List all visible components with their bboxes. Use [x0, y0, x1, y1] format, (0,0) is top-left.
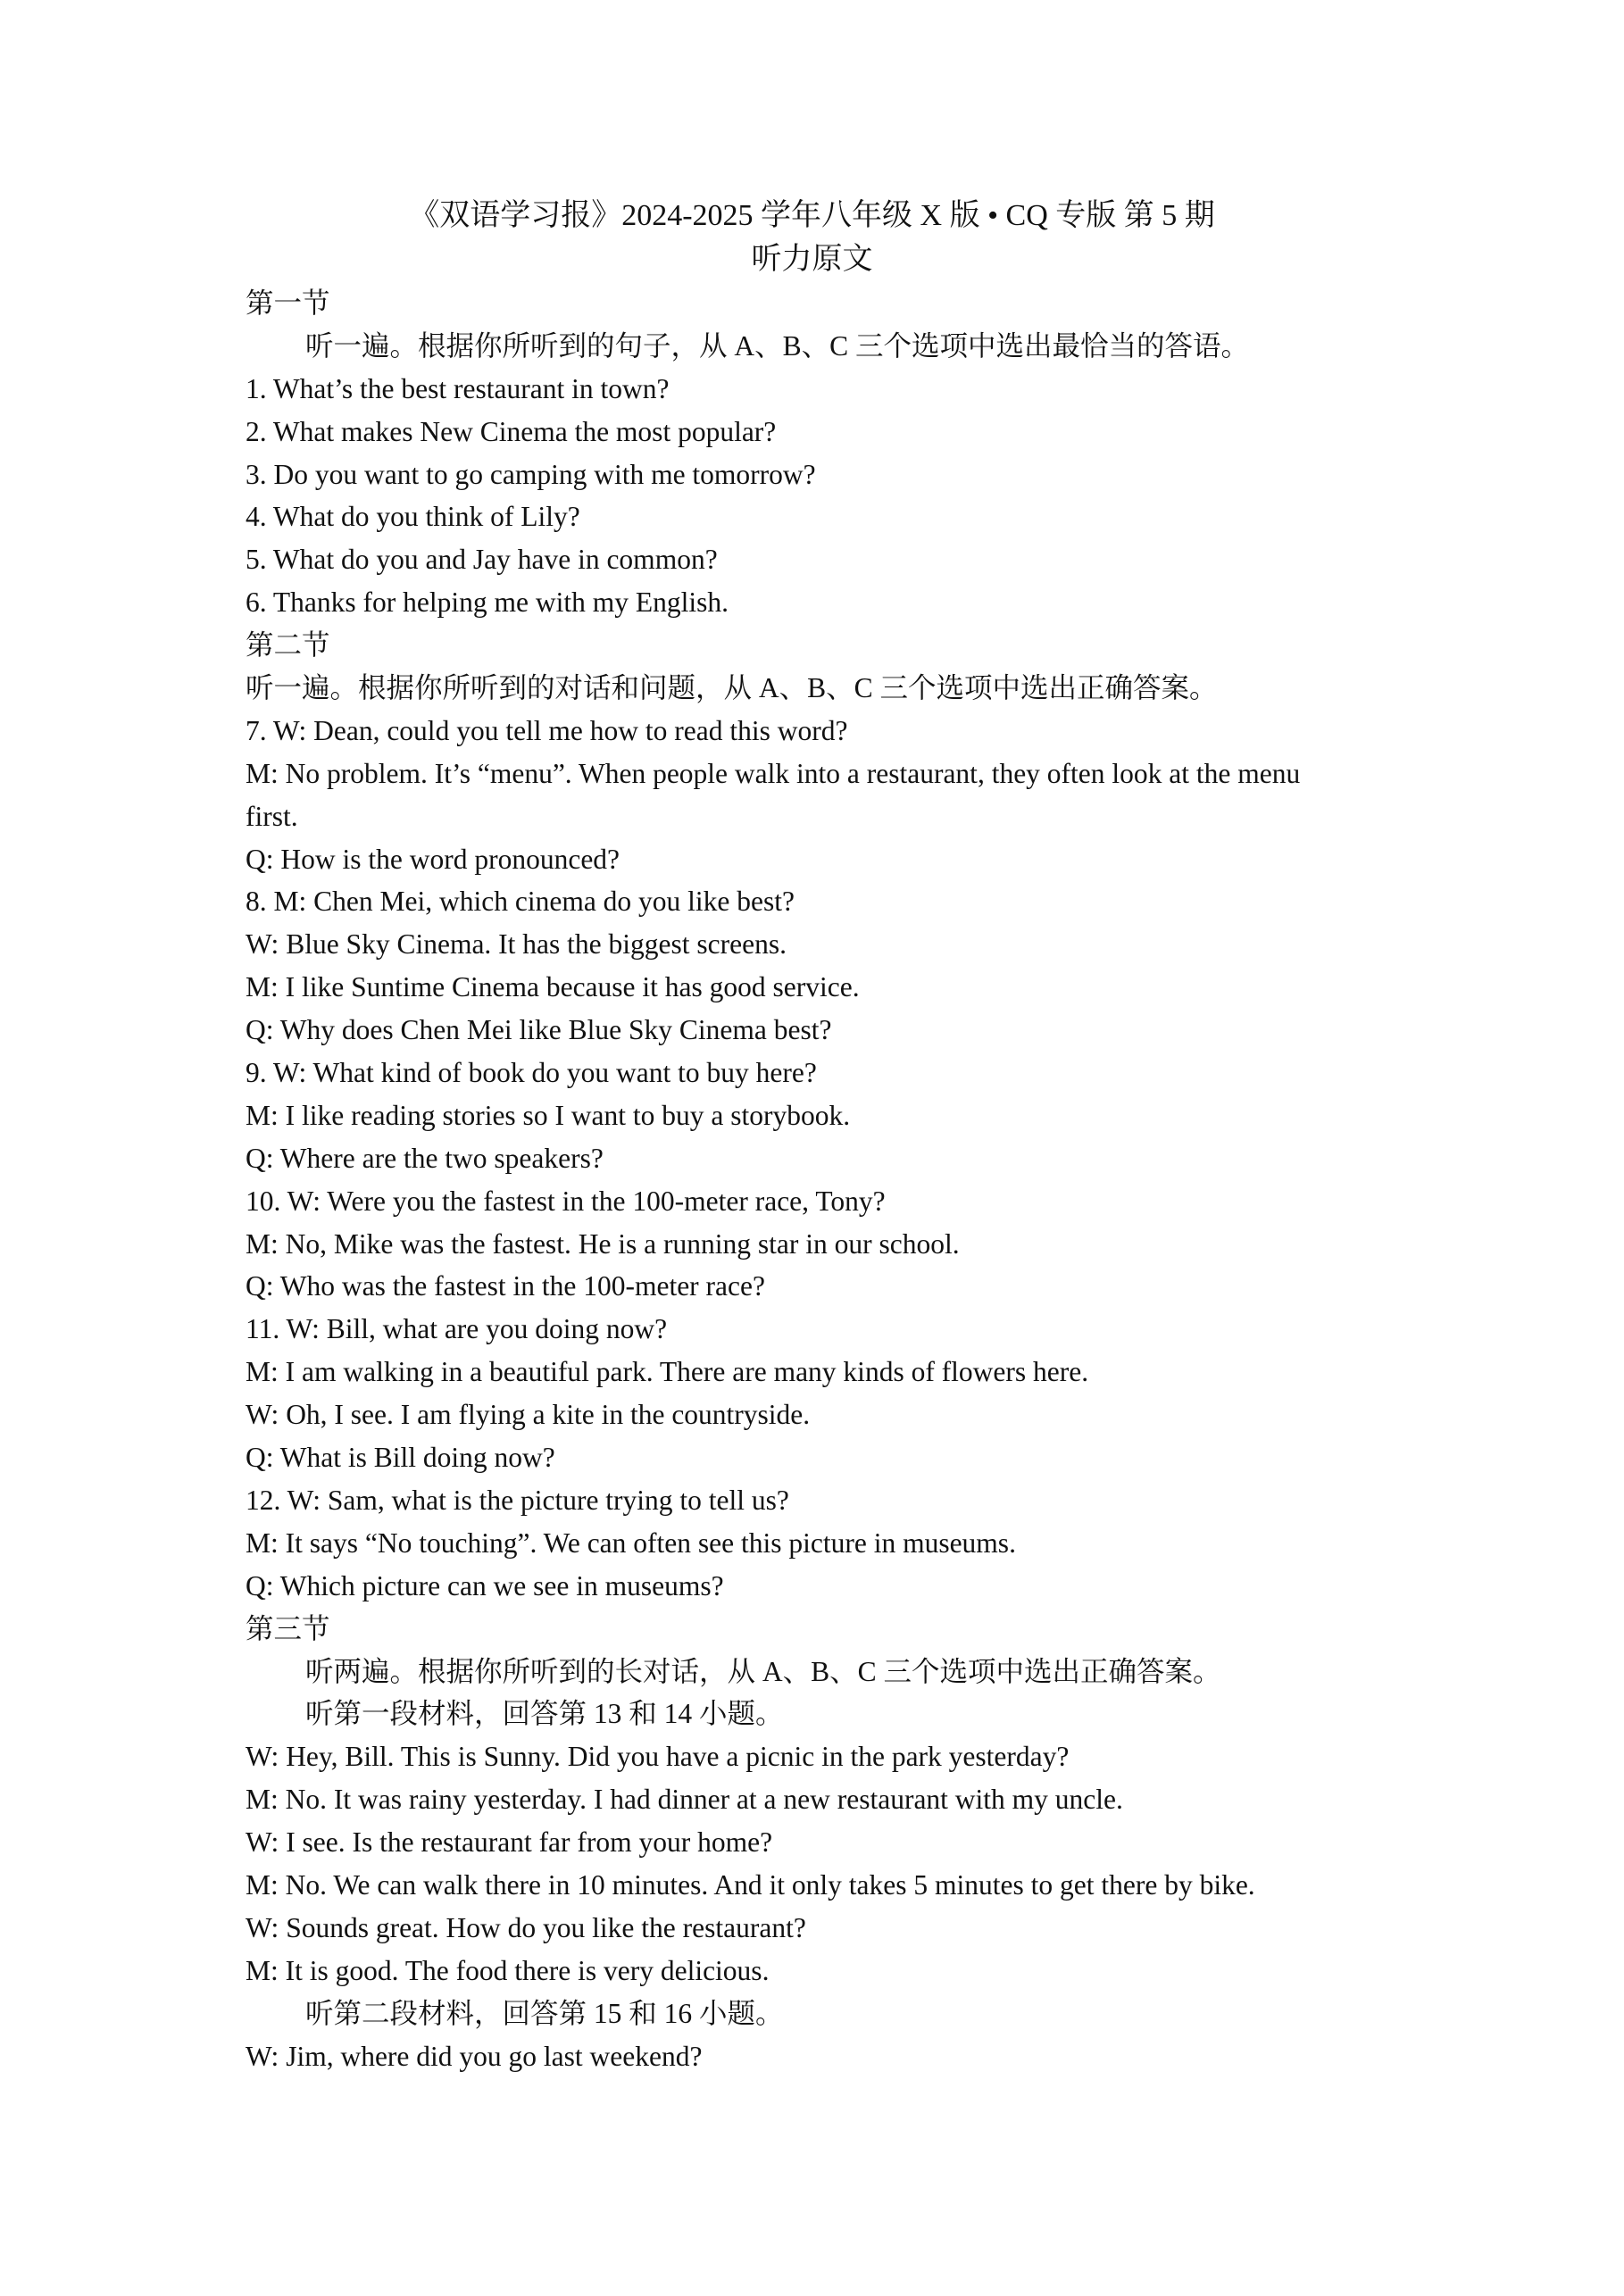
transcript-line: 3. Do you want to go camping with me tomorrow? [246, 458, 816, 490]
transcript-line: M: I am walking in a beautiful park. There are many kinds of flowers here. [246, 1356, 1089, 1388]
transcript-line: Q: Why does Chen Mei like Blue Sky Cinema best? [246, 1014, 832, 1046]
transcript-line: 听一遍。根据你所听到的句子，从 A、B、C 三个选项中选出最恰当的答语。 [305, 329, 1250, 362]
transcript-line: 2. What makes New Cinema the most popular? [246, 415, 777, 447]
document-subtitle: 听力原文 [751, 243, 873, 276]
transcript-line: M: It is good. The food there is very delicious. [246, 1954, 770, 1986]
transcript-line: 5. What do you and Jay have in common? [246, 544, 718, 576]
transcript-line: 4. What do you think of Lily? [246, 501, 580, 533]
transcript-line: 听第一段材料，回答第 13 和 14 小题。 [305, 1698, 784, 1730]
transcript-line: 听一遍。根据你所听到的对话和问题，从 A、B、C 三个选项中选出正确答案。 [246, 672, 1218, 704]
transcript-line: 10. W: Were you the fastest in the 100-meter race, Tony? [246, 1185, 886, 1217]
transcript-line: W: Sounds great. How do you like the restaurant? [246, 1911, 806, 1943]
transcript-line: 12. W: Sam, what is the picture trying to tell us? [246, 1484, 789, 1516]
transcript-line: 8. M: Chen Mei, which cinema do you like best? [246, 886, 795, 918]
transcript-body [246, 282, 1406, 2077]
transcript-line: W: Hey, Bill. This is Sunny. Did you have a picnic in the park yesterday? [246, 1741, 1070, 1773]
transcript-line: W: Blue Sky Cinema. It has the biggest screens. [246, 928, 787, 961]
transcript-line: 6. Thanks for helping me with my English. [246, 586, 729, 619]
transcript-line: W: I see. Is the restaurant far from your home? [246, 1826, 773, 1859]
transcript-line: W: Oh, I see. I am flying a kite in the countryside. [246, 1399, 811, 1431]
transcript-line: first. [246, 800, 298, 832]
transcript-line: Q: Where are the two speakers? [246, 1142, 604, 1174]
transcript-line: 听第二段材料，回答第 15 和 16 小题。 [305, 1997, 784, 2029]
transcript-line: M: I like Suntime Cinema because it has good service. [246, 971, 860, 1003]
transcript-line: Q: What is Bill doing now? [246, 1442, 555, 1474]
transcript-line: 第一节 [246, 287, 330, 319]
transcript-line: 第二节 [246, 629, 330, 661]
transcript-line: M: I like reading stories so I want to buy a storybook. [246, 1099, 851, 1131]
transcript-line: M: It says “No touching”. We can often see this picture in museums. [246, 1527, 1016, 1559]
transcript-line: W: Jim, where did you go last weekend? [246, 2040, 703, 2072]
transcript-line: 1. What’s the best restaurant in town? [246, 372, 670, 404]
transcript-line: 7. W: Dean, could you tell me how to read this word? [246, 714, 848, 746]
transcript-line: 听两遍。根据你所听到的长对话，从 A、B、C 三个选项中选出正确答案。 [305, 1655, 1221, 1687]
document-title: 《双语学习报》2024-2025 学年八年级 X 版 • CQ 专版 第 5 期 [409, 199, 1215, 232]
transcript-line: Q: How is the word pronounced? [246, 843, 620, 875]
transcript-line: M: No, Mike was the fastest. He is a running star in our school. [246, 1227, 960, 1260]
transcript-line: 第三节 [246, 1612, 330, 1644]
transcript-line: M: No. It was rainy yesterday. I had dinner at a new restaurant with my uncle. [246, 1784, 1123, 1816]
transcript-line: Q: Which picture can we see in museums? [246, 1569, 724, 1601]
transcript-line: M: No. We can walk there in 10 minutes. And it only takes 5 minutes to get there by bike. [246, 1868, 1255, 1901]
transcript-line: Q: Who was the fastest in the 100-meter race? [246, 1270, 765, 1302]
transcript-line: 11. W: Bill, what are you doing now? [246, 1313, 668, 1345]
transcript-line: 9. W: What kind of book do you want to buy here? [246, 1057, 817, 1089]
transcript-line: M: No problem. It’s “menu”. When people walk into a restaurant, they often look at the menu [246, 757, 1301, 789]
